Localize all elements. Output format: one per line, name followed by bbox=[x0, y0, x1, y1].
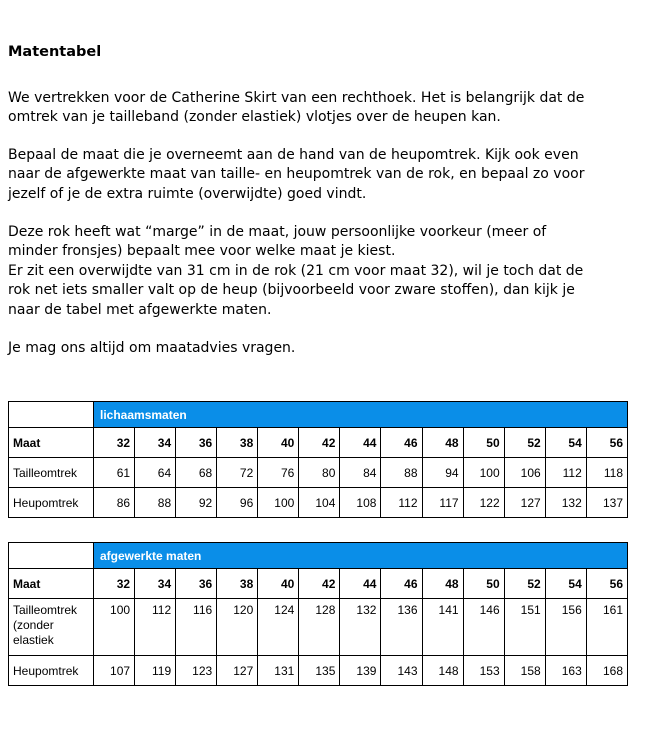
row-label: Tailleomtrek bbox=[9, 458, 94, 488]
size-header-cell: 42 bbox=[299, 428, 340, 458]
size-header-cell: 34 bbox=[135, 569, 176, 599]
measurement-cell: 132 bbox=[340, 599, 381, 656]
measurement-cell: 122 bbox=[463, 488, 504, 518]
measurement-cell: 135 bbox=[299, 656, 340, 686]
table-section-title: lichaamsmaten bbox=[94, 402, 628, 428]
contact-paragraph: Je mag ons altijd om maatadvies vragen. bbox=[8, 340, 296, 356]
table-header-row bbox=[9, 428, 628, 458]
finished-measurements-table bbox=[8, 542, 628, 686]
measurement-cell: 117 bbox=[422, 488, 463, 518]
measurement-cell: 92 bbox=[176, 488, 217, 518]
measurement-cell: 136 bbox=[381, 599, 422, 656]
measurement-cell: 146 bbox=[463, 599, 504, 656]
measurement-cell: 61 bbox=[94, 458, 135, 488]
size-header-cell: 44 bbox=[340, 569, 381, 599]
measurement-cell: 112 bbox=[545, 458, 586, 488]
measurement-cell: 127 bbox=[504, 488, 545, 518]
measurement-cell: 118 bbox=[586, 458, 627, 488]
measurement-cell: 76 bbox=[258, 458, 299, 488]
size-header-cell: 40 bbox=[258, 569, 299, 599]
size-header-cell: 54 bbox=[545, 569, 586, 599]
measurement-cell: 148 bbox=[422, 656, 463, 686]
measurement-cell: 132 bbox=[545, 488, 586, 518]
measurement-cell: 156 bbox=[545, 599, 586, 656]
measurement-cell: 123 bbox=[176, 656, 217, 686]
measurement-cell: 158 bbox=[504, 656, 545, 686]
page-title: Matentabel bbox=[8, 44, 102, 60]
ease-paragraph: Deze rok heeft wat “marge” in de maat, jouw persoonlijke voorkeur (meer of minder fronsjes) bepaalt mee voor welke maat je kiest. Er zit een overwijdte van 31 cm in de rok (21 cm voor maat 32), wil je toch dat de rok net iets smaller valt op de heup (bijvoorbeeld voor zware stoffen), dan kijk je naar de tabel met afgewerkte maten. bbox=[8, 224, 584, 318]
size-advice-paragraph: Bepaal de maat die je overneemt aan de hand van de heupomtrek. Kijk ook even naar de afgewerkte maat van taille- en heupomtrek van de rok, en bepaal zo voor jezelf of je de extra ruimte (overwijdte) goed vindt. bbox=[8, 147, 585, 202]
measurement-cell: 143 bbox=[381, 656, 422, 686]
row-label: Heupomtrek bbox=[9, 488, 94, 518]
size-header-cell: 32 bbox=[94, 569, 135, 599]
measurement-cell: 120 bbox=[217, 599, 258, 656]
table-row bbox=[9, 599, 628, 656]
size-header-cell: 44 bbox=[340, 428, 381, 458]
table-header-row bbox=[9, 569, 628, 599]
size-header-label: Maat bbox=[9, 428, 94, 458]
measurement-cell: 119 bbox=[135, 656, 176, 686]
measurement-cell: 124 bbox=[258, 599, 299, 656]
measurement-cell: 68 bbox=[176, 458, 217, 488]
measurement-cell: 96 bbox=[217, 488, 258, 518]
table-row bbox=[9, 458, 628, 488]
measurement-cell: 163 bbox=[545, 656, 586, 686]
measurement-cell: 88 bbox=[381, 458, 422, 488]
size-header-cell: 48 bbox=[422, 569, 463, 599]
measurement-cell: 151 bbox=[504, 599, 545, 656]
measurement-cell: 112 bbox=[135, 599, 176, 656]
measurement-cell: 137 bbox=[586, 488, 627, 518]
row-label: Heupomtrek bbox=[9, 656, 94, 686]
table-section-title: afgewerkte maten bbox=[94, 543, 628, 569]
measurement-cell: 108 bbox=[340, 488, 381, 518]
measurement-cell: 112 bbox=[381, 488, 422, 518]
size-header-cell: 40 bbox=[258, 428, 299, 458]
measurement-cell: 86 bbox=[94, 488, 135, 518]
measurement-cell: 127 bbox=[217, 656, 258, 686]
measurement-cell: 84 bbox=[340, 458, 381, 488]
measurement-cell: 141 bbox=[422, 599, 463, 656]
measurement-cell: 100 bbox=[463, 458, 504, 488]
size-header-cell: 54 bbox=[545, 428, 586, 458]
size-header-cell: 56 bbox=[586, 569, 627, 599]
size-header-cell: 42 bbox=[299, 569, 340, 599]
intro-paragraph: We vertrekken voor de Catherine Skirt van een rechthoek. Het is belangrijk dat de omtrek van je tailleband (zonder elastiek) vlotjes over de heupen kan. bbox=[8, 90, 585, 126]
measurement-cell: 72 bbox=[217, 458, 258, 488]
measurement-cell: 100 bbox=[258, 488, 299, 518]
measurement-cell: 168 bbox=[586, 656, 627, 686]
measurement-cell: 106 bbox=[504, 458, 545, 488]
measurement-cell: 131 bbox=[258, 656, 299, 686]
table-corner-cell bbox=[9, 402, 94, 428]
measurement-cell: 139 bbox=[340, 656, 381, 686]
table-row bbox=[9, 656, 628, 686]
size-header-cell: 50 bbox=[463, 428, 504, 458]
table-row bbox=[9, 488, 628, 518]
size-header-cell: 36 bbox=[176, 569, 217, 599]
measurement-cell: 80 bbox=[299, 458, 340, 488]
measurement-cell: 88 bbox=[135, 488, 176, 518]
size-header-cell: 50 bbox=[463, 569, 504, 599]
size-header-cell: 38 bbox=[217, 428, 258, 458]
measurement-cell: 116 bbox=[176, 599, 217, 656]
size-header-cell: 34 bbox=[135, 428, 176, 458]
measurement-cell: 107 bbox=[94, 656, 135, 686]
body-measurements-table bbox=[8, 401, 628, 518]
size-header-cell: 48 bbox=[422, 428, 463, 458]
table-corner-cell bbox=[9, 543, 94, 569]
size-header-cell: 52 bbox=[504, 569, 545, 599]
measurement-cell: 100 bbox=[94, 599, 135, 656]
row-label: Tailleomtrek (zonder elastiek bbox=[9, 599, 94, 656]
size-header-cell: 36 bbox=[176, 428, 217, 458]
size-header-cell: 52 bbox=[504, 428, 545, 458]
size-header-label: Maat bbox=[9, 569, 94, 599]
measurement-cell: 94 bbox=[422, 458, 463, 488]
measurement-cell: 161 bbox=[586, 599, 627, 656]
measurement-cell: 153 bbox=[463, 656, 504, 686]
size-header-cell: 38 bbox=[217, 569, 258, 599]
size-header-cell: 56 bbox=[586, 428, 627, 458]
measurement-cell: 128 bbox=[299, 599, 340, 656]
size-header-cell: 46 bbox=[381, 428, 422, 458]
size-header-cell: 46 bbox=[381, 569, 422, 599]
size-header-cell: 32 bbox=[94, 428, 135, 458]
measurement-cell: 64 bbox=[135, 458, 176, 488]
measurement-cell: 104 bbox=[299, 488, 340, 518]
